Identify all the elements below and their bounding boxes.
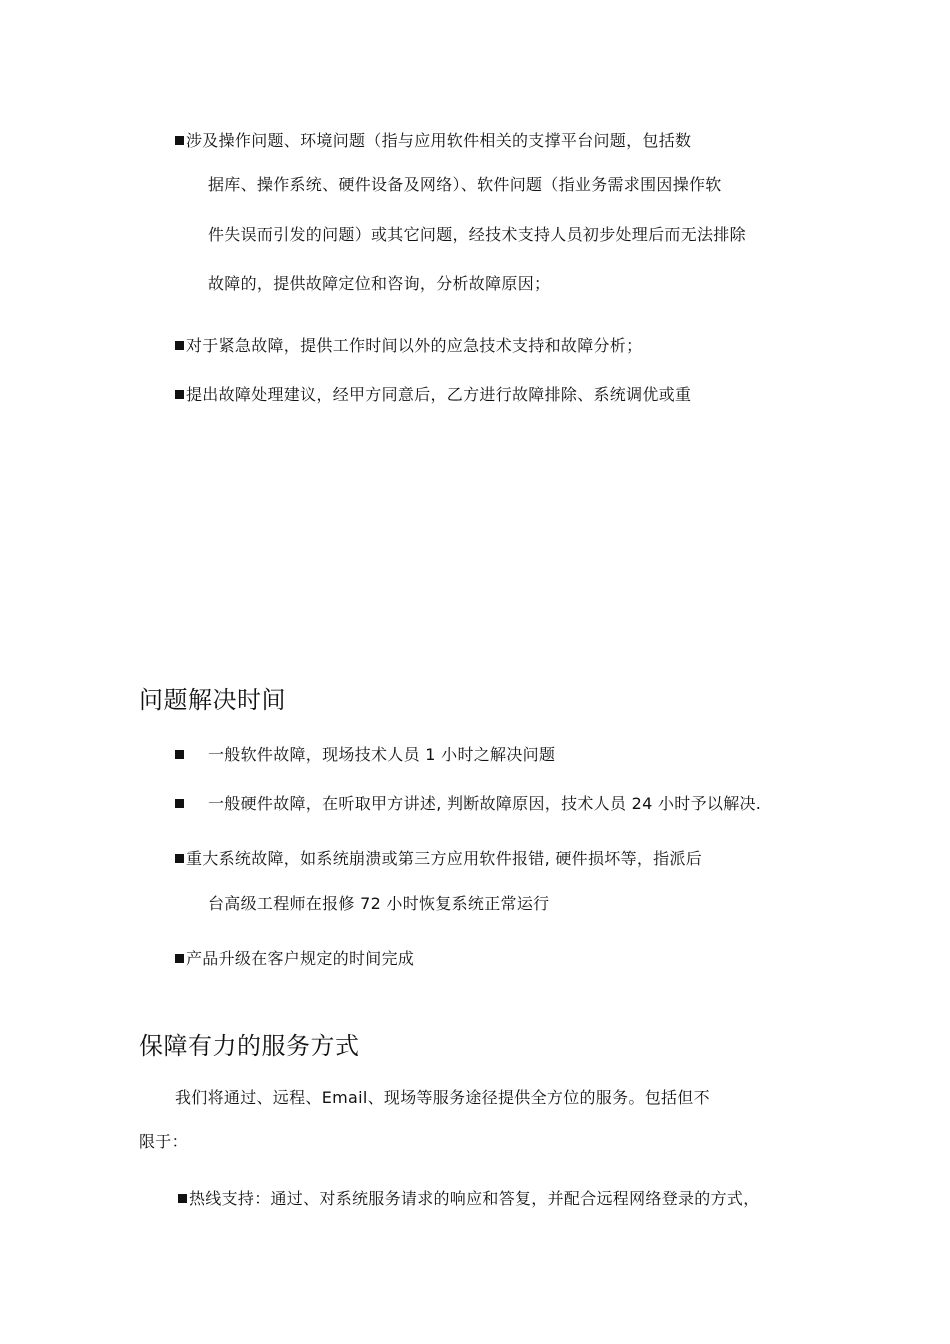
bullet-item-1-continuation: 故障的，提供故障定位和咨询，分析故障原因； [208, 274, 551, 293]
square-bullet-icon [175, 750, 184, 759]
square-bullet-icon [178, 1194, 187, 1203]
square-bullet-icon [175, 854, 184, 863]
section-heading-resolution-time: 问题解决时间 [139, 686, 286, 714]
square-bullet-icon [175, 341, 184, 350]
bullet-item-software-fault: 一般软件故障，现场技术人员 1 小时之解决问题 [175, 745, 555, 765]
bullet-item-hotline: 热线支持：通过、对系统服务请求的响应和答复，并配合远程网络登录的方式， [178, 1189, 760, 1209]
square-bullet-icon [175, 954, 184, 963]
square-bullet-icon [175, 390, 184, 399]
bullet-item-major-fault-continuation: 台高级工程师在报修 72 小时恢复系统正常运行 [208, 894, 550, 913]
square-bullet-icon [175, 799, 184, 808]
square-bullet-icon [175, 136, 184, 145]
section-heading-service-methods: 保障有力的服务方式 [139, 1032, 360, 1060]
bullet-item-1: 涉及操作问题、环境问题（指与应用软件相关的支撑平台问题，包括数 [175, 131, 691, 151]
bullet-item-3: 提出故障处理建议，经甲方同意后，乙方进行故障排除、系统调优或重 [175, 385, 691, 405]
intro-paragraph-line: 限于： [139, 1132, 188, 1151]
bullet-item-1-continuation: 据库、操作系统、硬件设备及网络）、软件问题（指业务需求围因操作软 [208, 175, 722, 194]
bullet-item-major-fault: 重大系统故障，如系统崩溃或第三方应用软件报错, 硬件损坏等，指派后 [175, 849, 702, 869]
bullet-item-upgrade: 产品升级在客户规定的时间完成 [175, 949, 414, 969]
bullet-item-1-continuation: 件失误而引发的问题）或其它问题，经技术支持人员初步处理后而无法排除 [208, 225, 746, 244]
bullet-item-hardware-fault: 一般硬件故障，在听取甲方讲述, 判断故障原因，技术人员 24 小时予以解决. [175, 794, 761, 814]
intro-paragraph-line: 我们将通过、远程、Email、现场等服务途径提供全方位的服务。包括但不 [175, 1088, 710, 1107]
bullet-item-2: 对于紧急故障，提供工作时间以外的应急技术支持和故障分析； [175, 336, 642, 356]
